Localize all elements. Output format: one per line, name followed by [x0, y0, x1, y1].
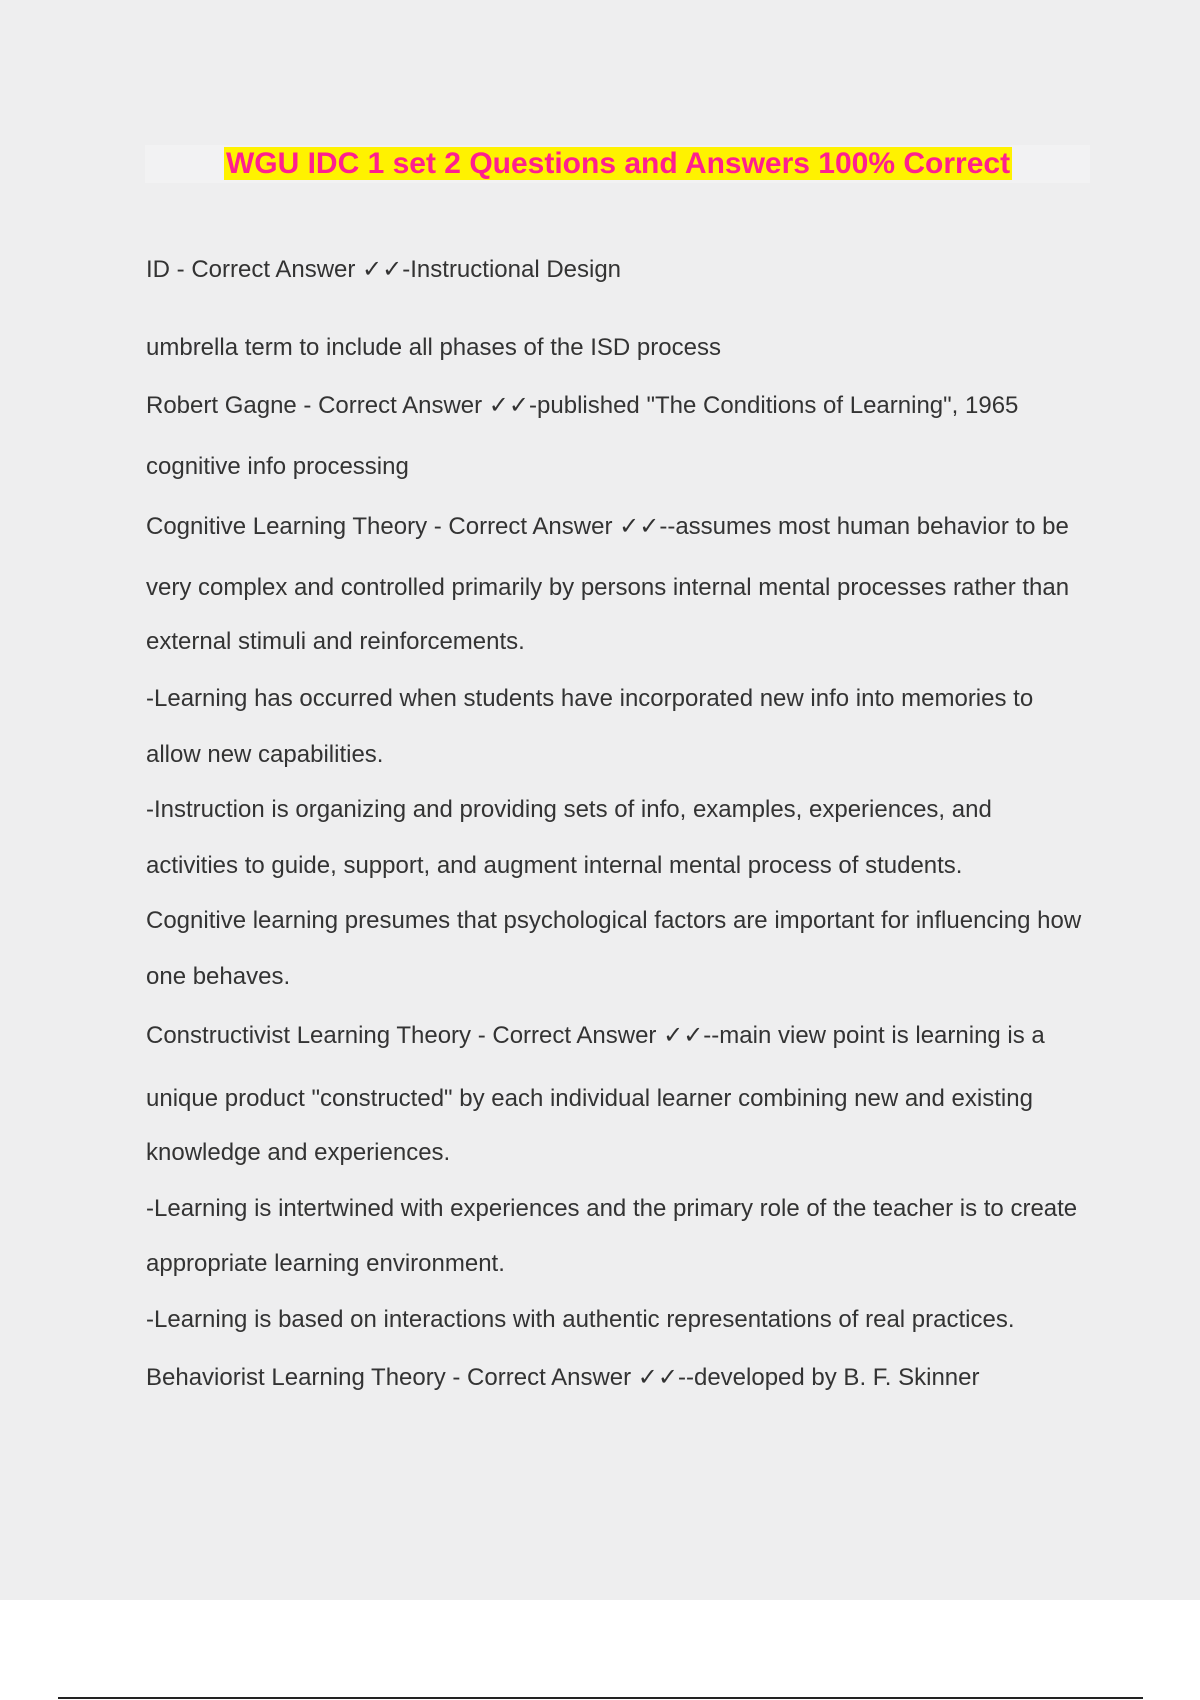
text-line: ID - Correct Answer ✓✓-Instructional Design: [146, 256, 622, 283]
text-line: Behaviorist Learning Theory - Correct Answer ✓✓--developed by B. F. Skinner: [146, 1364, 980, 1391]
text-line: very complex and controlled primarily by persons internal mental processes rather than: [146, 574, 1070, 601]
text-line: umbrella term to include all phases of the ISD process: [146, 334, 721, 361]
text-line: Cognitive Learning Theory - Correct Answer ✓✓--assumes most human behavior to be: [146, 513, 1069, 540]
text-line: cognitive info processing: [146, 453, 409, 480]
bottom-rule: [58, 1697, 1143, 1699]
document-title: WGU IDC 1 set 2 Questions and Answers 100% Correct: [225, 147, 1011, 180]
text-line: -Learning has occurred when students have incorporated new info into memories to: [146, 685, 1034, 712]
text-line: Constructivist Learning Theory - Correct Answer ✓✓--main view point is learning is a: [146, 1022, 1045, 1049]
text-line: knowledge and experiences.: [146, 1139, 451, 1166]
text-line: one behaves.: [146, 963, 291, 990]
text-line: Cognitive learning presumes that psychological factors are important for influencing how: [146, 907, 1082, 934]
text-line: allow new capabilities.: [146, 741, 384, 768]
text-line: external stimuli and reinforcements.: [146, 628, 525, 655]
text-line: Robert Gagne - Correct Answer ✓✓-published "The Conditions of Learning", 1965: [146, 392, 1019, 419]
text-line: unique product "constructed" by each individual learner combining new and existing: [146, 1085, 1033, 1112]
text-line: -Learning is intertwined with experiences and the primary role of the teacher is to create: [146, 1195, 1078, 1222]
text-line: -Instruction is organizing and providing sets of info, examples, experiences, and: [146, 796, 992, 823]
document-title-container: [0, 145, 1200, 183]
text-line: activities to guide, support, and augment internal mental process of students.: [146, 852, 963, 879]
text-line: appropriate learning environment.: [146, 1250, 505, 1277]
text-line: -Learning is based on interactions with authentic representations of real practices.: [146, 1306, 1015, 1333]
